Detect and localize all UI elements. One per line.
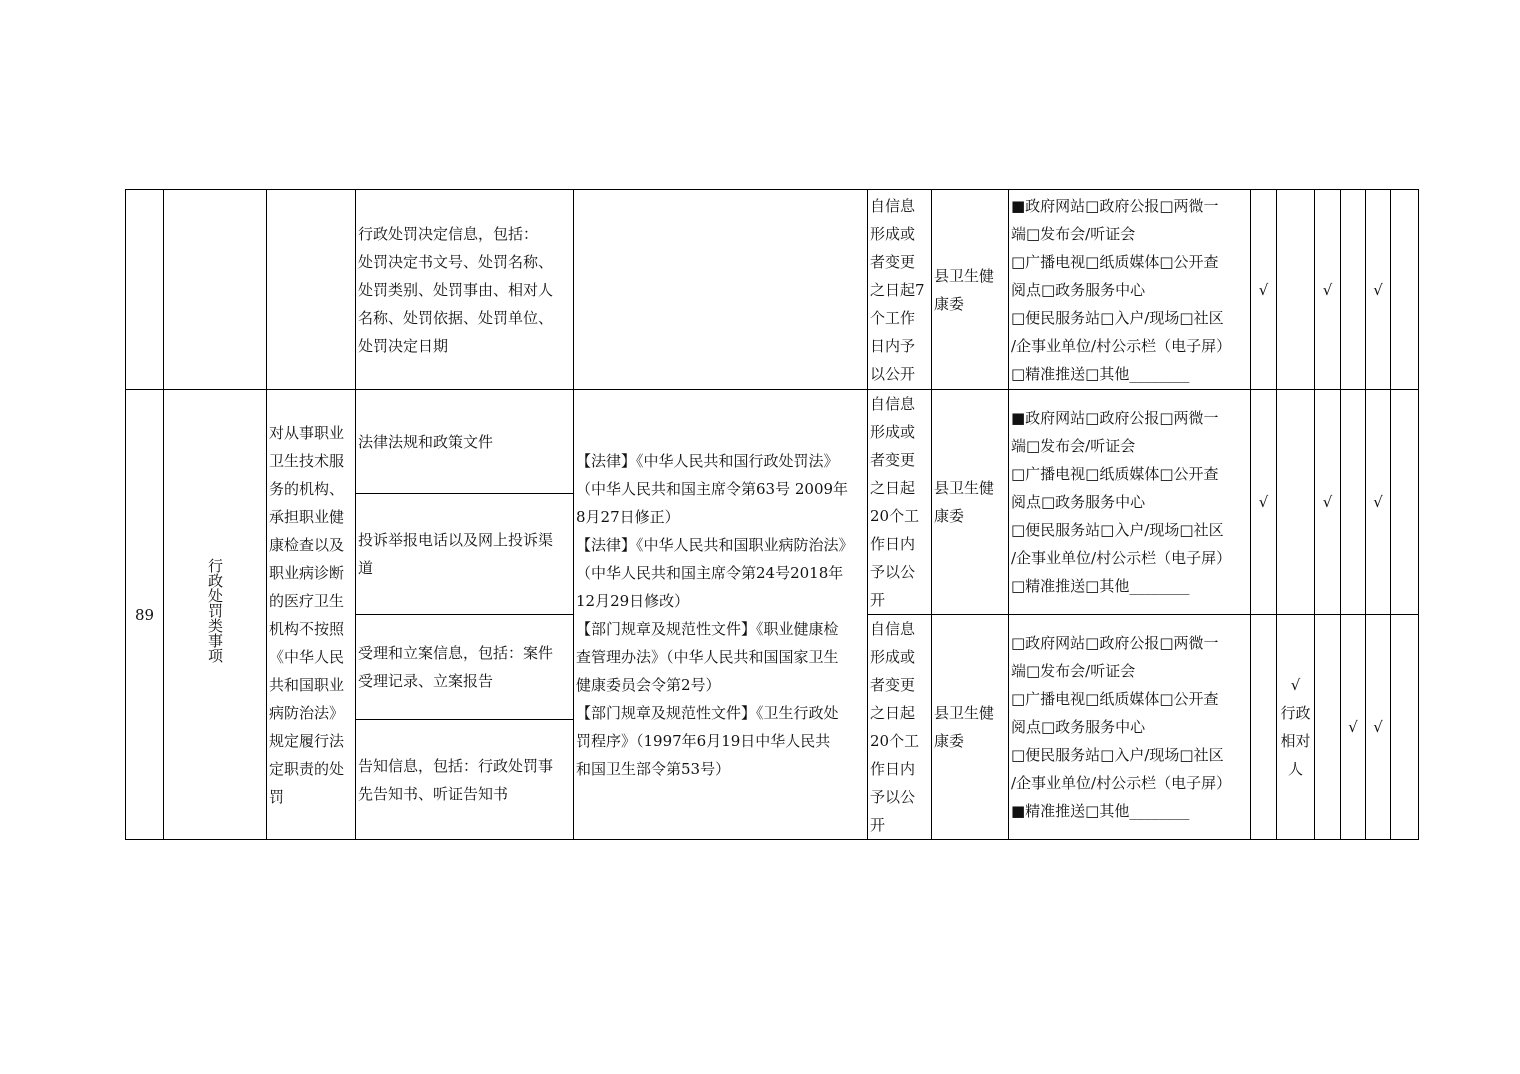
subject-line: 康检查以及 <box>269 535 345 554</box>
object-line: 人 <box>1287 760 1303 778</box>
content-line: 处罚决定书文号、处罚名称、 <box>358 252 554 271</box>
content-line: 行政处罚决定信息，包括： <box>358 224 539 243</box>
table-row <box>126 390 1419 494</box>
check-mark <box>1391 615 1419 840</box>
category-cell <box>164 390 267 840</box>
channel-line: □精准推送□其他________ <box>1011 364 1190 383</box>
row-number: 89 <box>126 390 164 840</box>
channels-cell <box>1009 190 1251 390</box>
empty-cell <box>574 190 868 390</box>
table-row <box>126 190 1419 390</box>
channel-line: □广播电视□纸质媒体□公开查 <box>1011 690 1219 708</box>
check-mark: √ <box>1315 190 1341 390</box>
subject-line: 定职责的处 <box>269 759 345 778</box>
check-mark: √ <box>1341 615 1366 840</box>
check-mark: √ <box>1366 390 1391 615</box>
content-cell <box>356 390 574 494</box>
check-mark: √ <box>1315 390 1341 615</box>
subject-line: 机构不按照 <box>269 619 345 638</box>
content-line: 投诉举报电话以及网上投诉渠 <box>358 531 554 549</box>
content-line: 名称、处罚依据、处罚单位、 <box>358 308 554 327</box>
law-line: 【法律】《中华人民共和国行政处罚法》 <box>576 451 839 470</box>
law-line: 和国卫生部令第53号） <box>576 759 731 778</box>
empty-cell <box>164 190 267 390</box>
channel-line: /企事业单位/村公示栏（电子屏） <box>1011 774 1232 792</box>
law-line: 查管理办法》（中华人民共和国国家卫生 <box>576 647 839 666</box>
check-mark <box>1251 615 1277 840</box>
check-mark <box>1315 615 1341 840</box>
content-cell <box>356 720 574 840</box>
legal-basis-cell <box>574 390 868 840</box>
content-cell <box>356 615 574 720</box>
channel-line: 阅点□政务服务中心 <box>1011 280 1146 299</box>
channel-line: □政府网站□政府公报□两微一 <box>1011 634 1219 652</box>
channels-cell <box>1009 390 1251 615</box>
law-line: 12月29日修改） <box>576 591 690 610</box>
channel-line: /企事业单位/村公示栏（电子屏） <box>1011 336 1232 355</box>
check-mark <box>1277 190 1315 390</box>
law-line: 【法律】《中华人民共和国职业病防治法》 <box>576 535 854 554</box>
content-line: 道 <box>358 559 374 577</box>
subject-line: 病防治法》 <box>269 703 345 722</box>
object-line: √ <box>1290 676 1301 694</box>
channel-line: 端□发布会/听证会 <box>1011 662 1136 680</box>
empty-cell <box>267 190 356 390</box>
category-label: 行政处罚类事项 <box>206 557 224 663</box>
channels-cell <box>1009 615 1251 840</box>
subject-line: 承担职业健 <box>269 507 345 526</box>
channel-line: □便民服务站□入户/现场□社区 <box>1011 746 1224 764</box>
law-line: 8月27日修正） <box>576 507 680 526</box>
subject-line: 卫生技术服 <box>269 451 345 470</box>
channel-line: ■政府网站□政府公报□两微一 <box>1011 196 1219 215</box>
check-mark: √ <box>1366 615 1391 840</box>
content-cell <box>356 494 574 615</box>
content-line: 告知信息，包括：行政处罚事 <box>358 756 554 775</box>
subject-line: 的医疗卫生 <box>269 591 345 610</box>
time-limit-cell: 自信息形成或者变更之日起7个工作日内予以公开 <box>868 190 932 390</box>
subject-line: 职业病诊断 <box>269 563 345 582</box>
check-mark <box>1341 390 1366 615</box>
channel-line: □便民服务站□入户/现场□社区 <box>1011 521 1224 539</box>
empty-cell <box>126 190 164 390</box>
channel-line: □便民服务站□入户/现场□社区 <box>1011 308 1224 327</box>
channel-line: 端□发布会/听证会 <box>1011 437 1136 455</box>
channel-line: 阅点□政务服务中心 <box>1011 718 1146 736</box>
subject-line: 共和国职业 <box>269 675 345 694</box>
channel-line: □广播电视□纸质媒体□公开查 <box>1011 252 1219 271</box>
subject-line: 务的机构、 <box>269 479 345 498</box>
check-mark <box>1277 390 1315 615</box>
check-mark: √ <box>1366 190 1391 390</box>
time-limit-cell: 自信息形成或者变更之日起20个工作日内予以公开 <box>868 615 932 840</box>
law-line: （中华人民共和国主席令第63号 2009年 <box>576 479 849 498</box>
channel-line: 端□发布会/听证会 <box>1011 224 1136 243</box>
channel-line: ■精准推送□其他________ <box>1011 802 1190 820</box>
check-mark: √ <box>1251 390 1277 615</box>
disclosure-object-cell <box>1277 615 1315 840</box>
content-line: 受理记录、立案报告 <box>358 672 494 691</box>
body-cell: 县卫生健康委 <box>932 390 1009 615</box>
channel-line: □精准推送□其他________ <box>1011 577 1190 595</box>
check-mark: √ <box>1251 190 1277 390</box>
disclosure-table <box>125 189 1419 840</box>
object-line: 行政 <box>1280 704 1311 722</box>
law-line: 【部门规章及规范性文件】《职业健康检 <box>576 619 839 638</box>
content-line: 法律法规和政策文件 <box>358 432 494 451</box>
channel-line: ■政府网站□政府公报□两微一 <box>1011 409 1219 427</box>
content-line: 处罚类别、处罚事由、相对人 <box>358 280 554 299</box>
subject-line: 规定履行法 <box>269 731 345 750</box>
subject-line: 罚 <box>269 787 285 806</box>
object-line: 相对 <box>1280 732 1311 750</box>
time-limit-cell: 自信息形成或者变更之日起20个工作日内予以公开 <box>868 390 932 615</box>
subject-cell <box>267 390 356 840</box>
body-cell: 县卫生健康委 <box>932 190 1009 390</box>
content-line: 受理和立案信息，包括：案件 <box>358 644 554 663</box>
body-cell: 县卫生健康委 <box>932 615 1009 840</box>
check-mark <box>1391 190 1419 390</box>
content-line: 先告知书、听证告知书 <box>358 784 509 803</box>
content-cell <box>356 190 574 390</box>
channel-line: □广播电视□纸质媒体□公开查 <box>1011 465 1219 483</box>
subject-line: 《中华人民 <box>269 647 345 666</box>
check-mark <box>1391 390 1419 615</box>
channel-line: 阅点□政务服务中心 <box>1011 493 1146 511</box>
subject-line: 对从事职业 <box>269 423 345 442</box>
law-line: （中华人民共和国主席令第24号2018年 <box>576 563 844 582</box>
law-line: 罚程序》（1997年6月19日中华人民共 <box>576 731 831 750</box>
check-mark <box>1341 190 1366 390</box>
content-line: 处罚决定日期 <box>358 336 449 355</box>
channel-line: /企事业单位/村公示栏（电子屏） <box>1011 549 1232 567</box>
law-line: 健康委员会令第2号） <box>576 675 721 694</box>
law-line: 【部门规章及规范性文件】《卫生行政处 <box>576 703 839 722</box>
